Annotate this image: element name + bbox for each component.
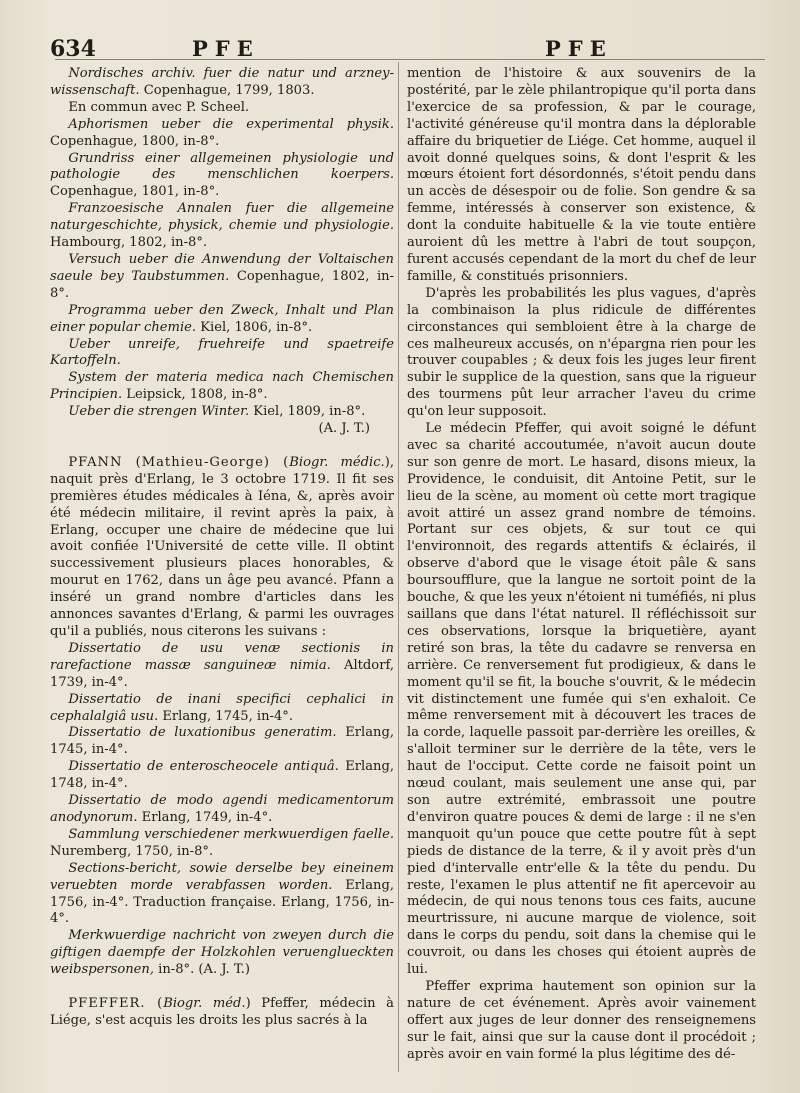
bib-entry: Dissertatio de luxationibus generatim. Erlang, 1745, in-4°. — [50, 725, 394, 758]
bib-entry: Sections-bericht, sowie derselbe bey eineinem veruebten morde verabfassen worden. Erlang, 1756, in-4°. Traduction française. Erlang, 1756, in-4°. — [50, 860, 395, 927]
header-rule — [55, 59, 765, 60]
bib-entry: Versuch ueber die Anwendung der Voltaischen saeule bey Taubstummen. Copenhague, 1802, in-8°. — [50, 251, 394, 301]
bib-note: En commun avec P. Scheel. — [68, 99, 250, 115]
entry-pfeffer: PFEFFER. (Biogr. méd.) Pfeffer, médecin à Liége, s'est acquis les droits les plus sacrés à la — [50, 996, 394, 1028]
paragraph: mention de l'histoire & aux souvenirs de la postérité, par le zèle philantropique qu'il porta dans l'exercice de sa profession, & par le courage, l'activité généreuse qu'il montra dans la déplorable affaire du briquetier de Liége. Cet homme, auquel il avoit donné quelques soins, & dont l'esprit & les mœurs étoient fort désordonnés, s'étoit pendu dans un accès de désespoir ou de folie. Son gendre & sa femme, intéressés à conserver son existence, & dont la conduite habituelle & la vie toute entière auroient dû les mettre à l'abri de tout soupçon, furent accusés cependant de la mort du chef de leur famille, & constitués prisonniers. — [407, 66, 756, 284]
column-divider — [398, 62, 399, 1072]
page-header — [0, 8, 800, 62]
bib-entry: Ueber unreife, fruehreife und spaetreife Kartoffeln. — [50, 336, 394, 369]
running-head-right: PFE — [545, 36, 613, 61]
bib-entry: Sammlung verschiedener merkwuerdigen faelle. Nuremberg, 1750, in-8°. — [50, 826, 394, 859]
paragraph: D'après les probabilités les plus vagues, d'après la combinaison la plus ridicule de différentes circonstances qui sembloient être à la charge de ces malheureux accusés, on n'épargna rien pour les trouver coupables ; & deux fois les juges leur firent subir le supplice de la question, sans que la rigueur des tourmens pût leur arracher l'aveu du crime qu'on leur supposoit. — [407, 285, 756, 420]
bib-entry: Ueber die strengen Winter. Kiel, 1809, in-8°. — [68, 404, 366, 420]
left-column — [50, 66, 394, 1030]
author-signature: (A. J. T.) — [318, 421, 370, 437]
page-number: 634 — [50, 36, 96, 62]
bib-entry: Merkwuerdige nachricht von zweyen durch die giftigen daempfe der Holzkohlen veruenglueckten weibspersonen, in-8°. (A. J. T.) — [50, 928, 394, 978]
bib-entry: Nordisches archiv. fuer die natur und arzney-wissenschaft. Copenhague, 1799, 1803. — [50, 66, 394, 98]
paragraph: Le médecin Pfeffer, qui avoit soigné le défunt avec sa charité accoutumée, n'avoit aucun doute sur son genre de mort. Le hasard, disons mieux, la Providence, le conduisit, dit Antoine Petit, sur le lieu de la scène, au moment où cette mort tragique avoit attiré un assez grand nombre de témoins. Portant sur ces objets, & sur tout ce qui l'environnoit, des regards attentifs & éclairés, il observe d'abord que le visage étoit pâle & sans boursoufflure, que la langue ne sortoit point de la bouche, & que les yeux n'étoient ni tuméfiés, ni plus saillans que dans l'état naturel. Il réfléchissoit sur ces observations, lorsque la briquetière, ayant retiré son bras, la tête du cadavre se renversa en arrière. Ce renversement fut prodigieux, & dans le moment qu'il se fit, la bouche s'ouvrit, & le médecin vit distinctement une fumée qui s'en exhaloit. Ce même renversement mit à découvert les traces de la corde, laquelle passoit par-derrière les oreilles, & s'alloit terminer sur le derrière de la tête, vers le haut de l'occiput. Cette corde ne faisoit point un nœud coulant, mais seulement une anse qui, par son autre extrémité, embrassoit une poutre d'environ quatre pouces & demi de large : il ne s'en manquoit qu'un pouce que cette poutre fût à sept pieds de distance de la terre, & il y avoit près d'un pied d'intervalle entr'elle & la tête du pendu. Du reste, l'examen le plus attentif ne fit apercevoir au médecin, de qui nous tenons tous ces faits, aucune meurtrissure, ni aucune marque de violence, soit dans le corps du pendu, soit dans la chemise qui le couvroit, ou dans les choses qui étoient auprès de lui. — [407, 421, 756, 978]
paragraph: Pfeffer exprima hautement son opinion sur la nature de cet événement. Après avoir vainement offert aux juges de leur donner des renseignemens sur le fait, ainsi que sur la cause dont il procédoit ; après avoir en vain formé la plus légitime des dé- — [407, 978, 756, 1062]
bib-entry: Aphorismen ueber die experimental physik. Copenhague, 1800, in-8°. — [50, 116, 394, 149]
bib-entry: Programma ueber den Zweck, Inhalt und Plan einer popular chemie. Kiel, 1806, in-8°. — [50, 302, 394, 335]
bib-entry: System der materia medica nach Chemischen Principien. Leipsick, 1808, in-8°. — [50, 370, 394, 403]
running-head-left: PFE — [192, 36, 260, 61]
bib-entry: Grundriss einer allgemeinen physiologie und pathologie des menschlichen koerpers. Copenhague, 1801, in-8°. — [50, 150, 394, 200]
bib-entry: Franzoesische Annalen fuer die allgemeine naturgeschichte, physick, chemie und physiologie. Hambourg, 1802, in-8°. — [50, 201, 394, 251]
right-column — [407, 66, 756, 1063]
bib-entry: Dissertatio de inani specifici cephalici in cephalalgiâ usu. Erlang, 1745, in-4°. — [50, 691, 394, 724]
bib-entry: Dissertatio de usu venæ sectionis in rarefactione massæ sanguineæ nimia. Altdorf, 1739, in-4°. — [50, 640, 394, 690]
bib-entry: Dissertatio de enteroscheocele antiquâ. Erlang, 1748, in-4°. — [50, 759, 394, 792]
bib-entry: Dissertatio de modo agendi medicamentorum anodynorum. Erlang, 1749, in-4°. — [50, 793, 394, 825]
entry-pfann: PFANN (Mathieu-George) (Biogr. médic.), naquit près d'Erlang, le 3 octobre 1719. Il fit ses premières études médicales à Iéna, &, après avoir été médecin militaire, il revint après la paix, à Erlang, occuper une chaire de médecine que lui avoit confiée l'Université de cette ville. Il obtint successivement plusieurs places honorables, & mourut en 1762, dans un âge peu avancé. Pfann a inséré un grand nombre d'articles dans les annonces savantes d'Erlang, & parmi les ouvrages qu'il a publiés, nous citerons les suivans : — [50, 454, 395, 639]
